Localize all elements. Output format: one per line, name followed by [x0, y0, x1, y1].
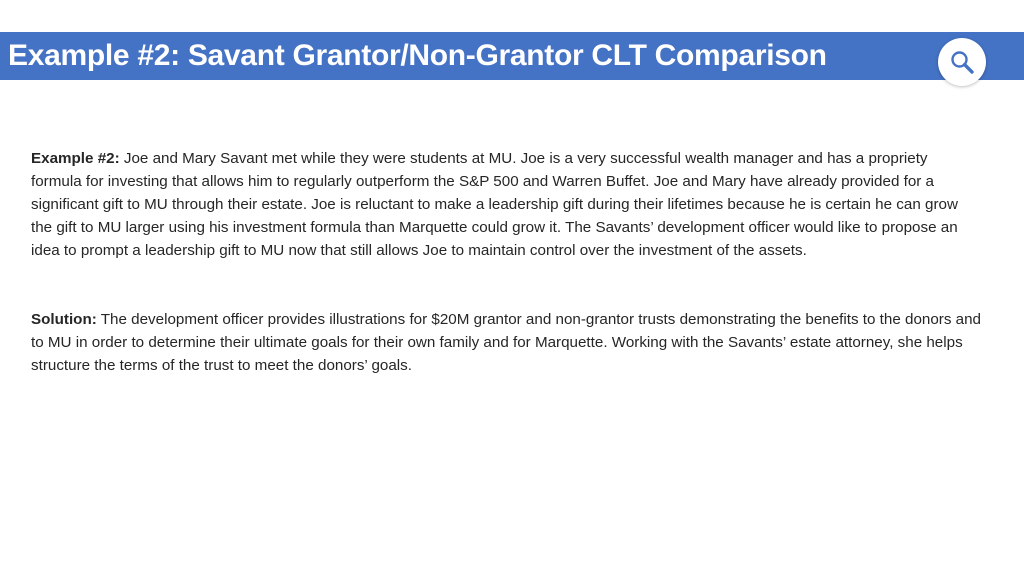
example-text: Joe and Mary Savant met while they were students at MU. Joe is a very successful wealth manager and has a propriety formula for investing that allows him to regularly outperform the S&P 500 and Warren Buffet. Joe and Mary have already provided for a significant gift to MU through their estate. Joe is reluctant to make a leadership gift during their lifetimes because he is certain he can grow the gift to MU larger using his investment formula than Marquette could grow it. The Savants’ development officer would like to propose an idea to prompt a leadership gift to MU now that still allows Joe to maintain control over the investment of the assets. — [31, 150, 958, 259]
title-bar — [0, 32, 1024, 80]
slide-body — [31, 147, 981, 377]
example-paragraph — [31, 147, 981, 262]
slide-title: Example #2: Savant Grantor/Non-Grantor CLT Comparison — [8, 39, 827, 72]
search-icon — [949, 49, 975, 75]
example-label: Example #2: — [31, 150, 120, 167]
solution-label: Solution: — [31, 311, 97, 328]
solution-paragraph — [31, 308, 981, 377]
search-badge[interactable] — [938, 38, 986, 86]
solution-text: The development officer provides illustrations for $20M grantor and non-grantor trusts demonstrating the benefits to the donors and to MU in order to determine their ultimate goals for their own family and for Marquette. Working with the Savants’ estate attorney, she helps structure the terms of the trust to meet the donors’ goals. — [31, 311, 982, 374]
